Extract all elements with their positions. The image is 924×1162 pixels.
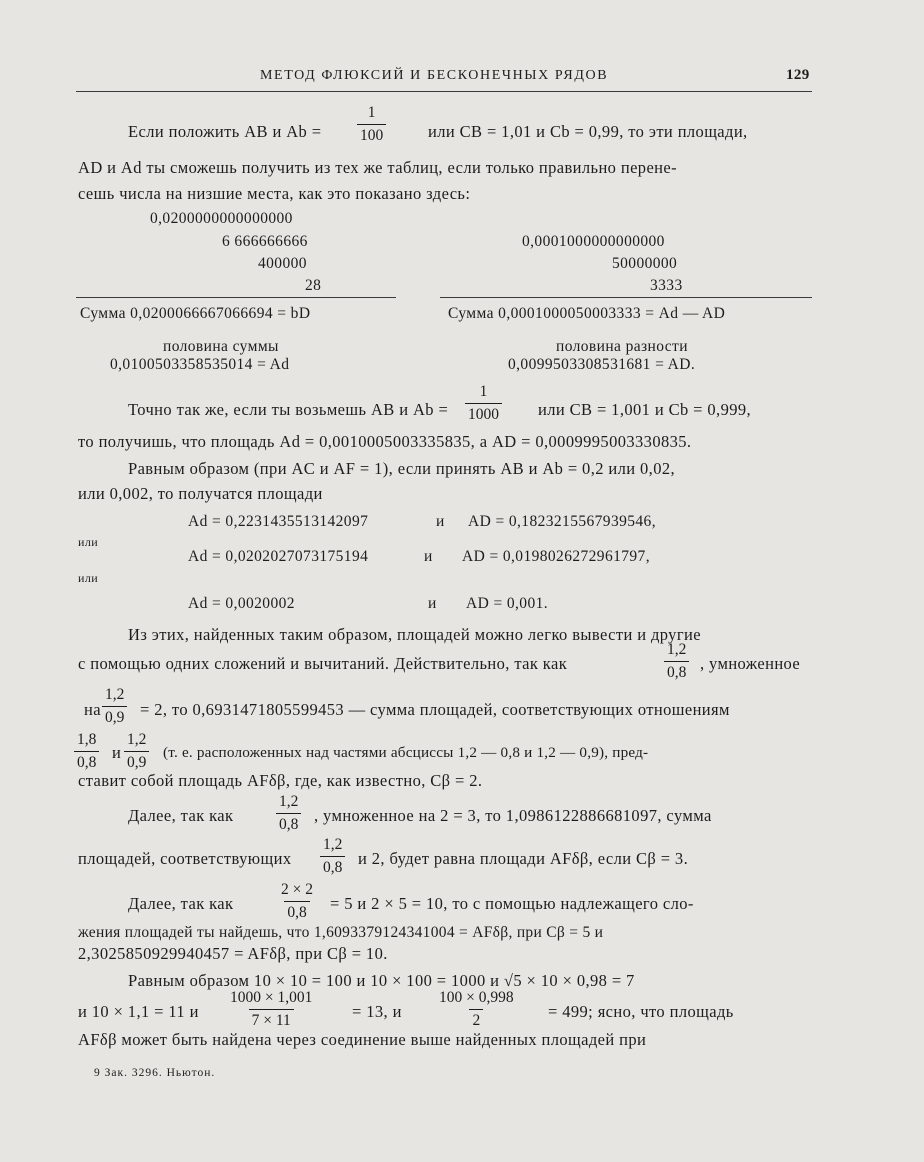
fraction-denominator: 2: [469, 1009, 483, 1029]
right-sum: Сумма 0,0001000050003333 = Ad — AD: [448, 305, 726, 322]
fraction-denominator: 7 × 11: [249, 1009, 294, 1029]
fraction-numerator: 1,2: [127, 731, 147, 748]
fraction-denominator: 1000: [465, 403, 502, 423]
page-number: 129: [786, 67, 810, 83]
para4-line3-end: = 2, то 0,6931471805599453 — сумма площадей, соответствующих отношениям: [140, 700, 730, 719]
eq2-right: AD = 0,0198026272961797,: [462, 548, 650, 565]
fraction-denominator: 0,9: [102, 706, 127, 726]
eq3-and: и: [428, 595, 437, 612]
eq2-left: Ad = 0,0202027073175194: [188, 548, 369, 565]
eq3-left: Ad = 0,0020002: [188, 595, 295, 612]
left-row-2: 6 666666666: [222, 233, 308, 250]
right-half-value: 0,0099503308531681 = AD.: [508, 356, 696, 373]
para2-line2: то получишь, что площадь Ad = 0,0010005003335835, а AD = 0,0009995003330835.: [78, 432, 692, 451]
fraction-2x2-over-0-8: [278, 882, 316, 920]
right-row-3: 3333: [650, 277, 683, 294]
fraction-1-2-over-0-8: [664, 642, 689, 680]
eq2-and: и: [424, 548, 433, 565]
fraction-1-2-over-0-8-c: [276, 794, 301, 832]
para4-line5: ставит собой площадь AFδβ, где, как известно, Cβ = 2.: [78, 771, 483, 790]
para1-line2: AD и Ad ты сможешь получить из тех же таблиц, если только правильно перене-: [78, 158, 678, 177]
fraction-denominator: 100: [357, 124, 386, 144]
para3-line2: или 0,002, то получатся площади: [78, 484, 323, 503]
para7-line3: AFδβ может быть найдена через соединение выше найденных площадей при: [78, 1030, 647, 1049]
fraction-numerator: 1,2: [323, 836, 343, 853]
left-half-label: половина суммы: [163, 338, 279, 355]
left-row-1: 0,0200000000000000: [150, 210, 293, 227]
fraction-denominator: 0,8: [74, 751, 99, 771]
left-row-4: 28: [305, 277, 322, 294]
para6-line2: жения площадей ты найдешь, что 1,6093379124341004 = AFδβ, при Cβ = 5 и: [78, 924, 604, 941]
para4-line1: Из этих, найденных таким образом, площадей можно легко вывести и другие: [128, 625, 701, 644]
para7-line2-start: и 10 × 1,1 = 11 и: [78, 1002, 199, 1021]
para7-line1: Равным образом 10 × 10 = 100 и 10 × 100 = 1000 и √5 × 10 × 0,98 = 7: [128, 971, 635, 990]
header-rule: [76, 91, 812, 92]
right-row-2: 50000000: [612, 255, 678, 272]
fraction-numerator: 1: [479, 383, 488, 400]
fraction-100x0998-over-2: [436, 990, 517, 1028]
fraction-denominator: 0,8: [664, 661, 689, 681]
right-sum-rule: [440, 297, 812, 298]
para7-line2-end: = 499; ясно, что площадь: [548, 1002, 734, 1021]
eq1-left: Ad = 0,2231435513142097: [188, 513, 369, 530]
eq1-right: AD = 0,1823215567939546,: [468, 513, 656, 530]
fraction-1-2-over-0-8-d: [320, 837, 345, 875]
or-label-1: или: [78, 535, 99, 549]
fraction-numerator: 1: [367, 104, 376, 121]
fraction-denominator: 0,8: [320, 856, 345, 876]
fraction-numerator: 1,2: [105, 686, 125, 703]
para1-line1-end: или CB = 1,01 и Cb = 0,99, то эти площади,: [428, 122, 748, 141]
left-sum: Сумма 0,0200066667066694 = bD: [80, 305, 311, 322]
para4-line3-start: на: [84, 700, 101, 719]
para3-line1: Равным образом (при AC и AF = 1), если принять AB и Ab = 0,2 или 0,02,: [128, 459, 676, 478]
para4-line2-start: с помощью одних сложений и вычитаний. Действительно, так как: [78, 654, 568, 673]
fraction-denominator: 0,9: [124, 751, 149, 771]
para7-line2-mid: = 13, и: [352, 1002, 402, 1021]
fraction-1-8-over-0-8: [74, 732, 99, 770]
para5-line1-start: Далее, так как: [128, 806, 234, 825]
fraction-1-2-over-0-9: [102, 687, 127, 725]
para6-line1-start: Далее, так как: [128, 894, 234, 913]
para6-line3: 2,3025850929940457 = AFδβ, при Cβ = 10.: [78, 944, 388, 963]
fraction-denominator: 0,8: [276, 813, 301, 833]
para2-line1-start: Точно так же, если ты возьмешь AB и Ab =: [128, 400, 449, 419]
para6-line1-end: = 5 и 2 × 5 = 10, то с помощью надлежащего сло-: [330, 894, 694, 913]
para4-line2-end: , умноженное: [700, 654, 801, 673]
para5-line2-end: и 2, будет равна площади AFδβ, если Cβ = 3.: [358, 849, 689, 868]
fraction-numerator: 2 × 2: [281, 881, 313, 898]
fraction-1000x1001-over-7x11: [227, 990, 315, 1028]
fraction-1-1000: [465, 384, 502, 422]
fraction-1-100: [357, 105, 386, 143]
fraction-numerator: 1,8: [77, 731, 97, 748]
right-half-label: половина разности: [556, 338, 688, 355]
para5-line2-start: площадей, соответствующих: [78, 849, 292, 868]
fraction-denominator: 0,8: [284, 901, 309, 921]
left-sum-rule: [76, 297, 396, 298]
para2-line1-end: или CB = 1,001 и Cb = 0,999,: [538, 400, 752, 419]
para4-line4-and: и: [112, 743, 122, 762]
para1-line3: сешь числа на низшие места, как это показано здесь:: [78, 184, 471, 203]
para1-line1-start: Если положить AB и Ab =: [128, 122, 322, 141]
fraction-numerator: 1,2: [667, 641, 687, 658]
fraction-numerator: 100 × 0,998: [439, 989, 514, 1006]
right-row-1: 0,0001000000000000: [522, 233, 665, 250]
eq1-and: и: [436, 513, 445, 530]
left-half-value: 0,0100503358535014 = Ad: [110, 356, 290, 373]
fraction-1-2-over-0-9-b: [124, 732, 149, 770]
left-row-3: 400000: [258, 255, 307, 272]
running-header: МЕТОД ФЛЮКСИЙ И БЕСКОНЕЧНЫХ РЯДОВ: [260, 68, 609, 83]
eq3-right: AD = 0,001.: [466, 595, 549, 612]
para4-line4-end: (т. е. расположенных над частями абсциссы 1,2 — 0,8 и 1,2 — 0,9), пред-: [163, 744, 649, 761]
fraction-numerator: 1,2: [279, 793, 299, 810]
fraction-numerator: 1000 × 1,001: [230, 989, 313, 1006]
para5-line1-end: , умноженное на 2 = 3, то 1,0986122886681097, сумма: [314, 806, 712, 825]
printer-footer: 9 Зак. 3296. Ньютон.: [94, 1067, 216, 1079]
or-label-2: или: [78, 571, 99, 585]
